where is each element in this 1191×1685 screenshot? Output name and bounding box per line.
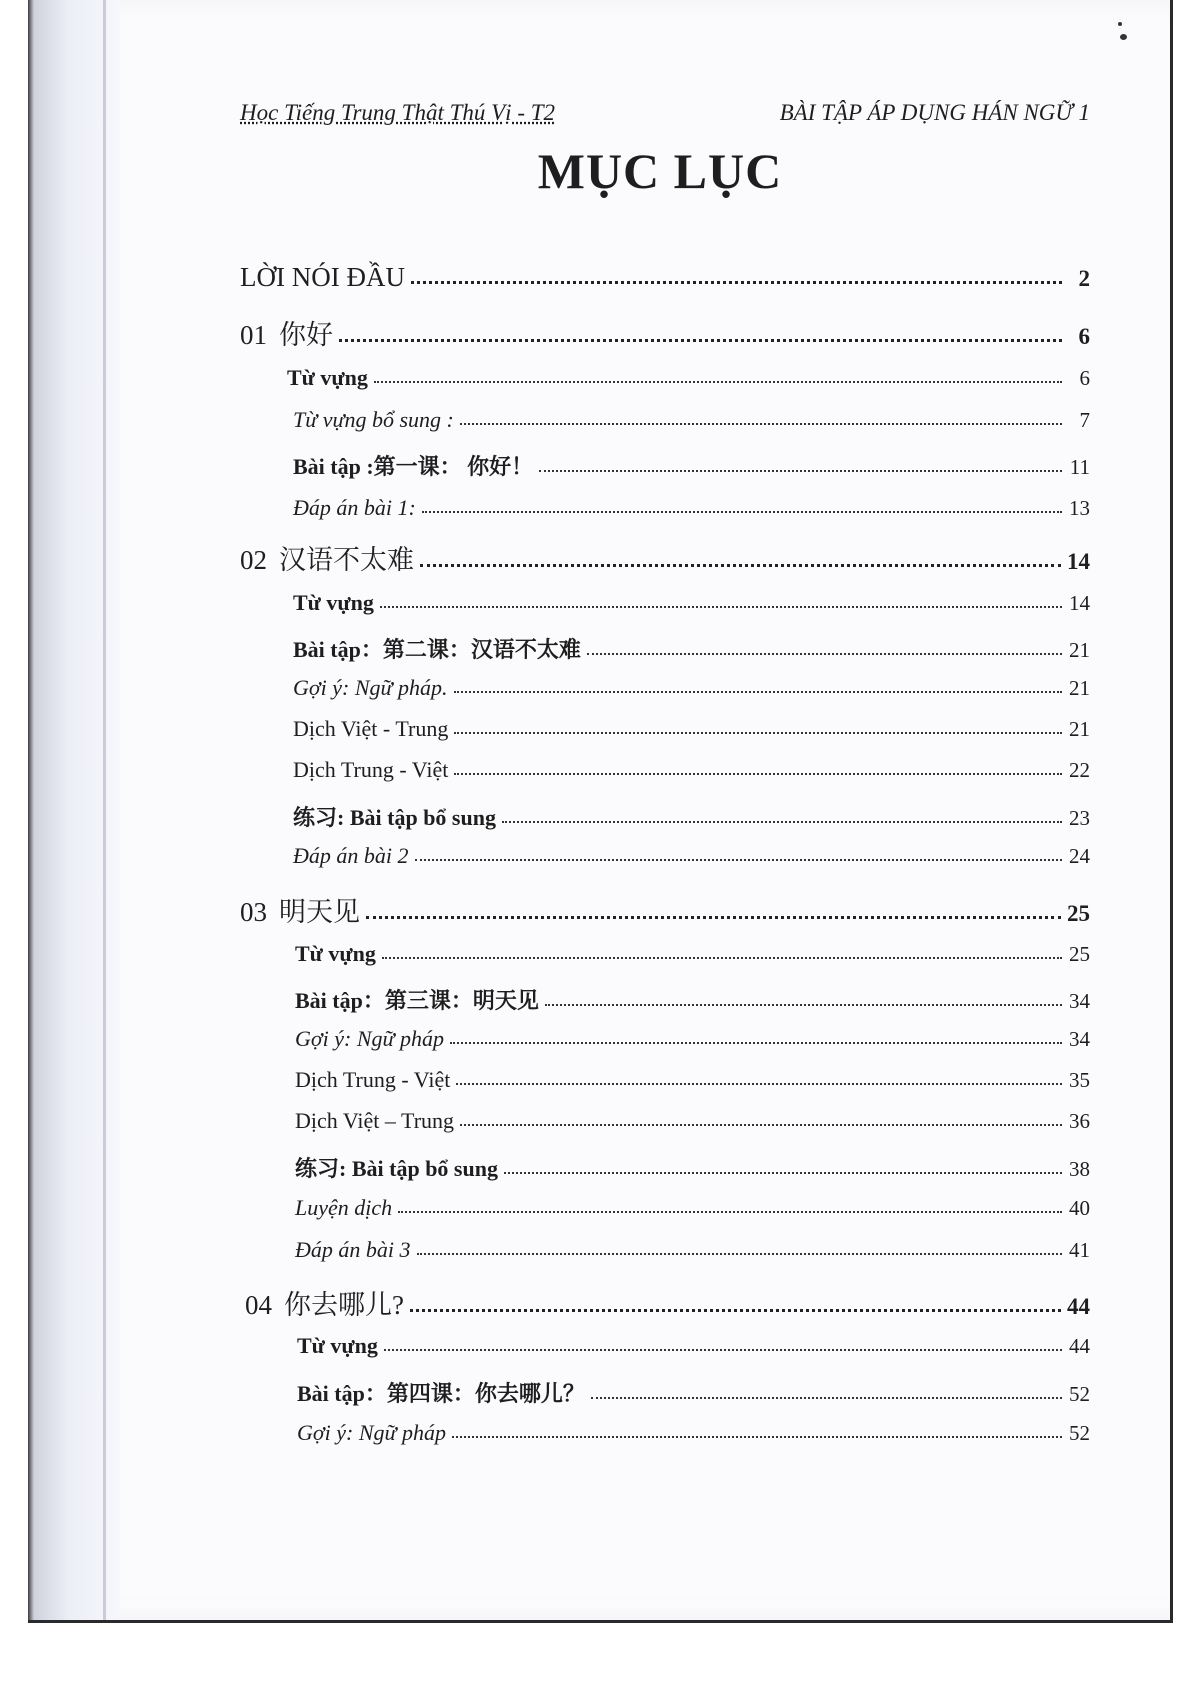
toc-page-number: 44 <box>1069 1334 1090 1358</box>
dot-leader <box>384 1348 1062 1351</box>
toc-label: : Bài tập bổ sung <box>339 1156 498 1181</box>
book-binding-shadow <box>28 0 120 1620</box>
toc-page-number: 34 <box>1069 989 1090 1013</box>
dot-leader <box>420 563 1061 567</box>
toc-page-number: 21 <box>1069 676 1090 700</box>
lesson-number: 03 <box>240 897 267 927</box>
dot-leader <box>460 1123 1062 1126</box>
dot-leader <box>417 1252 1063 1255</box>
toc-label-chinese: 练习 <box>295 1156 340 1181</box>
toc-entry[interactable] <box>293 450 1090 481</box>
toc-label: 你去哪儿? <box>284 1290 404 1320</box>
dot-leader <box>452 1435 1062 1438</box>
toc-entry-lesson-04[interactable] <box>245 1283 1090 1322</box>
toc-entry[interactable] <box>295 1237 1090 1263</box>
toc-label-chinese: 练习 <box>293 805 338 830</box>
toc-label: Luyện dịch <box>295 1195 393 1220</box>
dot-leader <box>366 915 1061 919</box>
toc-page-number: 6 <box>1078 324 1090 349</box>
toc-entry[interactable] <box>297 1333 1090 1359</box>
toc-entry[interactable] <box>287 365 1090 391</box>
dot-leader <box>339 338 1062 342</box>
toc-label: Bài tập：第四课：你去哪儿？ <box>297 1381 585 1406</box>
running-header <box>240 100 1090 130</box>
toc-label: 你好 <box>279 320 333 350</box>
toc-label: 明天见 <box>279 897 360 927</box>
toc-entry-lesson-03[interactable] <box>240 890 1090 929</box>
dot-leader <box>411 280 1062 284</box>
toc-label: LỜI NÓI ĐẦU <box>240 262 405 292</box>
toc-label: Dịch Trung - Việt <box>295 1067 451 1092</box>
toc-page-number: 38 <box>1069 1157 1090 1181</box>
toc-page-number: 14 <box>1069 591 1090 615</box>
dot-leader <box>502 820 1062 823</box>
toc-page-number: 21 <box>1069 638 1090 662</box>
toc-label: Đáp án bài 2 <box>293 843 409 868</box>
toc-label: Dịch Trung - Việt <box>293 757 449 782</box>
toc-entry-preface[interactable] <box>240 262 1090 293</box>
dot-leader <box>374 380 1062 383</box>
toc-page-number: 36 <box>1069 1109 1090 1133</box>
toc-entry[interactable] <box>295 941 1090 967</box>
toc-page-number: 41 <box>1069 1238 1090 1262</box>
toc-page-number: 13 <box>1069 496 1090 520</box>
toc-page-number: 25 <box>1067 901 1090 926</box>
toc-page-number: 52 <box>1069 1421 1090 1445</box>
toc-label: Từ vựng bổ sung : <box>293 407 454 432</box>
toc-page-number: 44 <box>1067 1294 1090 1319</box>
toc-entry[interactable] <box>295 1152 1090 1183</box>
toc-page-number: 34 <box>1069 1027 1090 1051</box>
dot-leader <box>454 731 1062 734</box>
dot-leader <box>450 1041 1062 1044</box>
dot-leader <box>410 1308 1061 1312</box>
toc-entry[interactable] <box>297 1377 1090 1408</box>
toc-entry[interactable] <box>295 1195 1090 1221</box>
toc-entry[interactable] <box>293 716 1090 742</box>
dot-leader <box>422 510 1062 513</box>
toc-label: Dịch Việt – Trung <box>295 1108 455 1133</box>
binding-fold-line <box>103 0 106 1620</box>
scan-margin <box>0 1623 1191 1685</box>
toc-entry[interactable] <box>293 801 1090 832</box>
toc-label: Gợi ý: Ngữ pháp <box>297 1420 447 1445</box>
dot-leader <box>587 652 1062 655</box>
toc-entry[interactable] <box>295 1026 1090 1052</box>
toc-label: 汉语不太难 <box>279 545 414 575</box>
toc-label: Đáp án bài 3 <box>295 1237 411 1262</box>
toc-label: Đáp án bài 1: <box>293 495 416 520</box>
toc-page-number: 24 <box>1069 844 1090 868</box>
dot-leader <box>504 1171 1062 1174</box>
toc-label: Từ vựng <box>293 590 374 615</box>
toc-page-number: 52 <box>1069 1382 1090 1406</box>
toc-page-number: 21 <box>1069 717 1090 741</box>
toc-entry[interactable] <box>295 1108 1090 1134</box>
toc-entry[interactable] <box>295 1067 1090 1093</box>
toc-label: Từ vựng <box>287 365 368 390</box>
scan-speck <box>1118 22 1122 26</box>
scan-speck <box>1120 34 1127 40</box>
toc-page-number: 35 <box>1069 1068 1090 1092</box>
toc-entry[interactable] <box>293 675 1090 701</box>
dot-leader <box>539 469 1062 472</box>
toc-entry[interactable] <box>293 633 1090 664</box>
toc-page-number: 14 <box>1067 549 1090 574</box>
toc-entry[interactable] <box>293 843 1090 869</box>
toc-label: Bài tập：第三课：明天见 <box>295 988 539 1013</box>
toc-label: Bài tập：第二课：汉语不太难 <box>293 637 581 662</box>
dot-leader <box>456 1082 1062 1085</box>
toc-page-number: 23 <box>1069 806 1090 830</box>
toc-label: Bài tập :第一课： 你好！ <box>293 454 534 479</box>
dot-leader <box>415 858 1063 861</box>
toc-page-number: 40 <box>1069 1196 1090 1220</box>
dot-leader <box>454 690 1062 693</box>
dot-leader <box>460 422 1062 425</box>
toc-entry-lesson-02[interactable] <box>240 538 1090 577</box>
dot-leader <box>545 1003 1062 1006</box>
header-series-title: BÀI TẬP ÁP DỤNG HÁN NGỮ 1 <box>779 100 1090 125</box>
toc-page-number: 11 <box>1069 455 1090 479</box>
toc-entry[interactable] <box>293 407 1090 433</box>
toc-label: Dịch Việt - Trung <box>293 716 449 741</box>
dot-leader <box>591 1396 1062 1399</box>
toc-entry[interactable] <box>293 757 1090 783</box>
toc-entry[interactable] <box>297 1420 1090 1446</box>
toc-label: : Bài tập bổ sung <box>337 805 496 830</box>
toc-label: Từ vựng <box>295 941 376 966</box>
dot-leader <box>398 1210 1062 1213</box>
dot-leader <box>454 772 1062 775</box>
lesson-number: 01 <box>240 320 267 350</box>
toc-page-number: 25 <box>1069 942 1090 966</box>
toc-entry[interactable] <box>293 590 1090 616</box>
toc-page-number: 22 <box>1069 758 1090 782</box>
dot-leader <box>382 956 1062 959</box>
toc-entry[interactable] <box>293 495 1090 521</box>
toc-entry[interactable] <box>295 984 1090 1015</box>
toc-page-number: 7 <box>1079 408 1090 432</box>
toc-page-number: 2 <box>1078 266 1090 291</box>
page-title: MỤC LỤC <box>537 143 783 199</box>
toc-label: Gợi ý: Ngữ pháp <box>295 1026 445 1051</box>
toc-entry-lesson-01[interactable] <box>240 313 1090 352</box>
toc-page-number: 6 <box>1079 366 1090 390</box>
dot-leader <box>380 605 1062 608</box>
header-book-title: Học Tiếng Trung Thật Thú Vị - T2 <box>240 100 556 125</box>
toc-label: Từ vựng <box>297 1333 378 1358</box>
lesson-number: 04 <box>245 1290 272 1320</box>
lesson-number: 02 <box>240 545 267 575</box>
toc-label: Gợi ý: Ngữ pháp. <box>293 675 448 700</box>
